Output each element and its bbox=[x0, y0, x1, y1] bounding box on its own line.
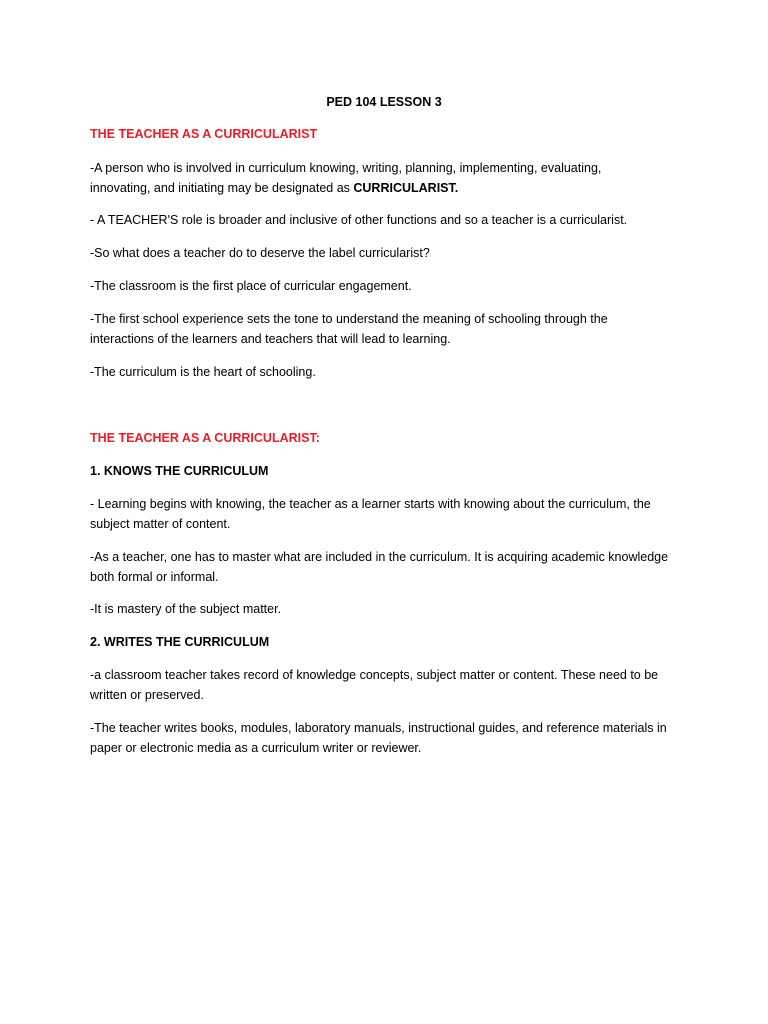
curricularist-bold-term: CURRICULARIST. bbox=[353, 181, 459, 195]
paragraph-mastery: -It is mastery of the subject matter. bbox=[90, 602, 282, 616]
paragraph-learning-begins-line-2: subject matter of content. bbox=[90, 517, 231, 531]
paragraph-teacher-writes bbox=[90, 718, 690, 758]
section-heading-teacher-curricularist: THE TEACHER AS A CURRICULARIST bbox=[90, 127, 318, 141]
paragraph-takes-record-line-2: written or preserved. bbox=[90, 688, 204, 702]
document-title: PED 104 LESSON 3 bbox=[326, 95, 442, 109]
paragraph-first-school bbox=[90, 309, 690, 349]
paragraph-first-school-line-2: interactions of the learners and teachers that will lead to learning. bbox=[90, 332, 451, 346]
paragraph-takes-record-line-1: -a classroom teacher takes record of knowledge concepts, subject matter or content. These need to be bbox=[90, 668, 659, 682]
paragraph-classroom: -The classroom is the first place of curricular engagement. bbox=[90, 279, 412, 293]
section-heading-curricularist-roles: THE TEACHER AS A CURRICULARIST: bbox=[90, 431, 320, 445]
paragraph-intro-line-1: -A person who is involved in curriculum knowing, writing, planning, implementing, evaluating, bbox=[90, 161, 602, 175]
paragraph-learning-begins-line-1: - Learning begins with knowing, the teacher as a learner starts with knowing about the curriculum, the bbox=[90, 497, 651, 511]
paragraph-first-school-line-1: -The first school experience sets the tone to understand the meaning of schooling through the bbox=[90, 312, 608, 326]
section-title-knows-curriculum: 1. KNOWS THE CURRICULUM bbox=[90, 464, 269, 478]
paragraph-teacher-writes-line-2: paper or electronic media as a curriculum writer or reviewer. bbox=[90, 741, 422, 755]
paragraph-teacher-writes-line-1: -The teacher writes books, modules, laboratory manuals, instructional guides, and reference materials in bbox=[90, 721, 667, 735]
paragraph-master-curriculum-line-2: both formal or informal. bbox=[90, 570, 219, 584]
paragraph-heart-of-schooling: -The curriculum is the heart of schooling. bbox=[90, 365, 316, 379]
paragraph-learning-begins bbox=[90, 494, 690, 534]
paragraph-master-curriculum-line-1: -As a teacher, one has to master what are included in the curriculum. It is acquiring academic knowledge bbox=[90, 550, 669, 564]
paragraph-deserve-label: -So what does a teacher do to deserve the label curricularist? bbox=[90, 246, 430, 260]
paragraph-teacher-role: - A TEACHER'S role is broader and inclusive of other functions and so a teacher is a curricularist. bbox=[90, 213, 628, 227]
paragraph-intro-line-2 bbox=[90, 178, 690, 198]
paragraph-master-curriculum bbox=[90, 547, 690, 587]
section-title-writes-curriculum: 2. WRITES THE CURRICULUM bbox=[90, 635, 270, 649]
paragraph-takes-record bbox=[90, 665, 690, 705]
paragraph-intro-text: innovating, and initiating may be designated as bbox=[90, 181, 354, 195]
paragraph-intro bbox=[90, 158, 690, 198]
